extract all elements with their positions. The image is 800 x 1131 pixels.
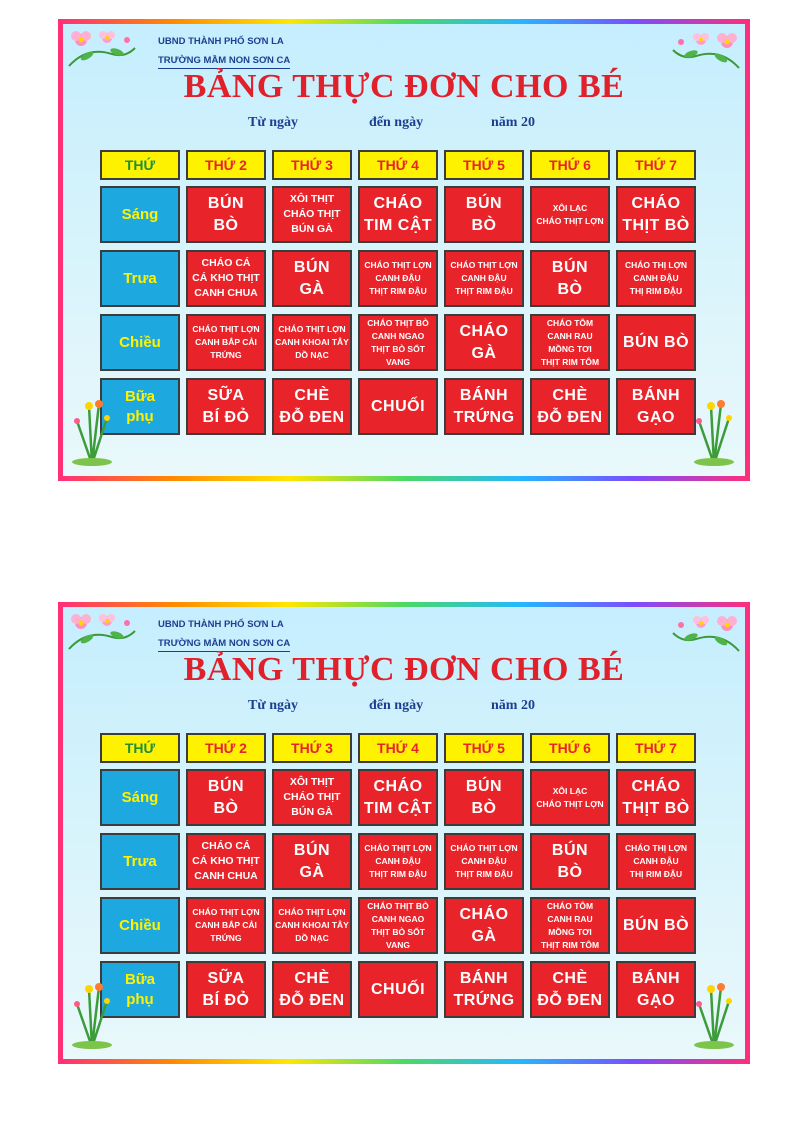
menu-cell-text: CHÁO THỊT LỢN CANH ĐẬU THỊT RIM ĐẬU xyxy=(450,843,518,879)
menu-cell-text: BÁNH TRỨNG xyxy=(453,969,515,1009)
menu-cell xyxy=(444,897,524,954)
flower-icon xyxy=(671,28,741,78)
menu-title: BẢNG THỰC ĐƠN CHO BÉ xyxy=(183,68,625,105)
menu-cell xyxy=(616,897,696,954)
menu-cell xyxy=(530,769,610,826)
menu-cell xyxy=(358,833,438,890)
meal-label xyxy=(100,897,180,954)
menu-cell xyxy=(186,961,266,1018)
grass-flower-icon xyxy=(691,979,737,1049)
menu-cell xyxy=(444,961,524,1018)
date-from: Từ ngày xyxy=(248,115,299,130)
day-header: THỨ 3 xyxy=(272,150,352,180)
menu-cell xyxy=(444,186,524,243)
school-name: TRƯỜNG MẦM NON SƠN CA xyxy=(158,55,290,69)
menu-cell-text: BÚN BÒ xyxy=(207,777,245,817)
menu-cell-text: BÚN BÒ xyxy=(622,916,690,934)
menu-cell-text: CHÈ ĐỖ ĐEN xyxy=(279,969,345,1009)
menu-cell-text: XÔI LẠC CHÁO THỊT LỢN xyxy=(536,785,604,809)
menu-cell xyxy=(272,769,352,826)
menu-cell-text: CHÁO THỊT LỢN CANH KHOAI TÂY DỒ NẠC xyxy=(275,907,349,943)
menu-cell xyxy=(358,314,438,371)
grass-flower-icon xyxy=(69,396,115,466)
menu-cell xyxy=(272,897,352,954)
school-name: TRƯỜNG MẦM NON SƠN CA xyxy=(158,638,290,652)
menu-cell xyxy=(530,897,610,954)
menu-cell xyxy=(530,961,610,1018)
menu-cell-text: BÚN BÒ xyxy=(465,777,503,817)
menu-cell-text: CHÁO CÁ CÁ KHO THỊT CANH CHUA xyxy=(192,840,260,882)
menu-cell-text: CHÁO THỊT LỢN CANH BẮP CẢI TRỨNG xyxy=(192,324,260,360)
menu-cell-text: XÔI THỊT CHÁO THỊT BÚN GÀ xyxy=(283,776,341,818)
menu-cell-text: BÁNH TRỨNG xyxy=(453,386,515,426)
menu-cell xyxy=(186,186,266,243)
date-year: năm 20 xyxy=(491,115,535,130)
meal-label-text: Bữa phụ xyxy=(124,387,156,425)
menu-cell-text: CHÁO TÔM CANH RAU MỒNG TƠI THỊT RIM TÔM xyxy=(540,317,600,367)
menu-cell-text: BÚN BÒ xyxy=(622,333,690,351)
meal-label-text: Sáng xyxy=(121,205,159,223)
menu-cell xyxy=(530,186,610,243)
meal-label xyxy=(100,250,180,307)
menu-cell xyxy=(358,378,438,435)
menu-cell-text: CHÁO THỊT BÒ CANH NGAO THỊT BÒ SỐT VANG xyxy=(367,317,429,367)
menu-cell-text: CHUỐI xyxy=(370,980,426,998)
menu-cell-text: CHÁO TIM CẬT xyxy=(363,194,433,234)
menu-cell xyxy=(358,961,438,1018)
menu-cell xyxy=(358,769,438,826)
menu-poster-top xyxy=(58,19,750,481)
meal-label xyxy=(100,186,180,243)
meal-label-text: Chiều xyxy=(119,333,161,351)
meal-label-text: Chiều xyxy=(119,916,161,934)
day-header: THỨ 4 xyxy=(358,150,438,180)
menu-cell-text: CHÁO THỊ LỢN CANH ĐẬU THỊ RIM ĐẬU xyxy=(624,260,688,296)
menu-cell xyxy=(616,769,696,826)
flower-icon xyxy=(671,611,741,661)
corner-header: THỨ xyxy=(100,150,180,180)
menu-cell xyxy=(616,378,696,435)
menu-poster-bottom xyxy=(58,602,750,1064)
grass-flower-icon xyxy=(691,396,737,466)
menu-cell xyxy=(186,250,266,307)
day-header: THỨ 7 xyxy=(616,150,696,180)
menu-cell-text: BÚN BÒ xyxy=(551,841,589,881)
menu-cell-text: CHÁO TIM CẬT xyxy=(363,777,433,817)
meal-label-text: Trưa xyxy=(123,852,157,870)
date-year: năm 20 xyxy=(491,698,535,713)
meal-label xyxy=(100,314,180,371)
menu-cell xyxy=(616,961,696,1018)
menu-cell xyxy=(186,833,266,890)
menu-cell-text: CHÁO GÀ xyxy=(459,905,509,945)
menu-cell xyxy=(358,186,438,243)
menu-cell-text: CHÁO THỊT LỢN CANH KHOAI TÂY DỒ NẠC xyxy=(275,324,349,360)
menu-title: BẢNG THỰC ĐƠN CHO BÉ xyxy=(183,651,625,688)
day-header: THỨ 7 xyxy=(616,733,696,763)
menu-cell-text: CHÁO THỊ LỢN CANH ĐẬU THỊ RIM ĐẬU xyxy=(624,843,688,879)
menu-cell-text: BÚN BÒ xyxy=(465,194,503,234)
meal-label-text: Trưa xyxy=(123,269,157,287)
header-block xyxy=(158,36,290,69)
menu-cell xyxy=(186,378,266,435)
day-header: THỨ 6 xyxy=(530,733,610,763)
menu-cell xyxy=(272,833,352,890)
menu-cell-text: CHÁO THỊT BÒ CANH NGAO THỊT BÒ SỐT VANG xyxy=(367,900,429,950)
menu-cell xyxy=(444,833,524,890)
menu-cell-text: CHÁO CÁ CÁ KHO THỊT CANH CHUA xyxy=(192,257,260,299)
date-to: đến ngày xyxy=(369,698,424,713)
day-header: THỨ 5 xyxy=(444,733,524,763)
menu-cell xyxy=(358,250,438,307)
menu-cell xyxy=(272,961,352,1018)
menu-cell-text: CHÈ ĐỖ ĐEN xyxy=(537,969,603,1009)
meal-label-text: Bữa phụ xyxy=(124,970,156,1008)
date-from: Từ ngày xyxy=(248,698,299,713)
menu-cell-text: BÚN BÒ xyxy=(207,194,245,234)
menu-cell-text: CHÁO THỊT LỢN CANH BẮP CẢI TRỨNG xyxy=(192,907,260,943)
menu-cell xyxy=(530,833,610,890)
grass-flower-icon xyxy=(69,979,115,1049)
menu-cell xyxy=(616,833,696,890)
menu-cell xyxy=(358,897,438,954)
menu-cell-text: XÔI THỊT CHÁO THỊT BÚN GÀ xyxy=(283,193,341,235)
flower-icon xyxy=(67,609,137,659)
poster-body xyxy=(63,24,745,476)
menu-cell xyxy=(444,378,524,435)
menu-cell-text: CHÁO THỊT BÒ xyxy=(622,777,690,817)
menu-cell xyxy=(444,250,524,307)
meal-label xyxy=(100,769,180,826)
menu-cell-text: BÁNH GẠO xyxy=(631,969,681,1009)
menu-cell-text: CHÁO THỊT LỢN CANH ĐẬU THỊT RIM ĐẬU xyxy=(364,843,432,879)
menu-cell xyxy=(530,378,610,435)
day-header: THỨ 2 xyxy=(186,150,266,180)
day-header: THỨ 6 xyxy=(530,150,610,180)
flower-icon xyxy=(67,26,137,76)
meal-label xyxy=(100,833,180,890)
menu-cell-text: BÁNH GẠO xyxy=(631,386,681,426)
day-header: THỨ 4 xyxy=(358,733,438,763)
poster-body xyxy=(63,607,745,1059)
menu-cell xyxy=(186,769,266,826)
menu-cell-text: SỮA BÍ ĐỎ xyxy=(202,969,250,1009)
menu-cell xyxy=(444,314,524,371)
menu-cell xyxy=(272,378,352,435)
corner-header: THỨ xyxy=(100,733,180,763)
menu-cell-text: CHÈ ĐỖ ĐEN xyxy=(537,386,603,426)
menu-cell-text: BÚN GÀ xyxy=(293,258,331,298)
admin-name: UBND THÀNH PHỐ SƠN LA xyxy=(158,619,284,630)
day-header: THỨ 5 xyxy=(444,150,524,180)
menu-cell xyxy=(272,314,352,371)
menu-cell xyxy=(186,897,266,954)
menu-cell xyxy=(530,314,610,371)
menu-cell xyxy=(444,769,524,826)
menu-cell-text: CHUỐI xyxy=(370,397,426,415)
menu-cell-text: XÔI LẠC CHÁO THỊT LỢN xyxy=(536,202,604,226)
menu-cell-text: CHÁO THỊT LỢN CANH ĐẬU THỊT RIM ĐẬU xyxy=(450,260,518,296)
day-header: THỨ 2 xyxy=(186,733,266,763)
menu-cell xyxy=(272,250,352,307)
admin-name: UBND THÀNH PHỐ SƠN LA xyxy=(158,36,284,47)
menu-cell xyxy=(272,186,352,243)
meal-label-text: Sáng xyxy=(121,788,159,806)
menu-cell-text: CHÈ ĐỖ ĐEN xyxy=(279,386,345,426)
menu-cell-text: BÚN BÒ xyxy=(551,258,589,298)
menu-cell xyxy=(616,314,696,371)
menu-cell-text: BÚN GÀ xyxy=(293,841,331,881)
menu-cell-text: CHÁO GÀ xyxy=(459,322,509,362)
menu-cell-text: CHÁO TÔM CANH RAU MỒNG TƠI THỊT RIM TÔM xyxy=(540,900,600,950)
menu-cell-text: CHÁO THỊT LỢN CANH ĐẬU THỊT RIM ĐẬU xyxy=(364,260,432,296)
date-to: đến ngày xyxy=(369,115,424,130)
menu-cell-text: CHÁO THỊT BÒ xyxy=(622,194,690,234)
menu-cell xyxy=(530,250,610,307)
menu-cell xyxy=(616,250,696,307)
header-block xyxy=(158,619,290,652)
menu-cell-text: SỮA BÍ ĐỎ xyxy=(202,386,250,426)
day-header: THỨ 3 xyxy=(272,733,352,763)
menu-cell xyxy=(616,186,696,243)
menu-cell xyxy=(186,314,266,371)
